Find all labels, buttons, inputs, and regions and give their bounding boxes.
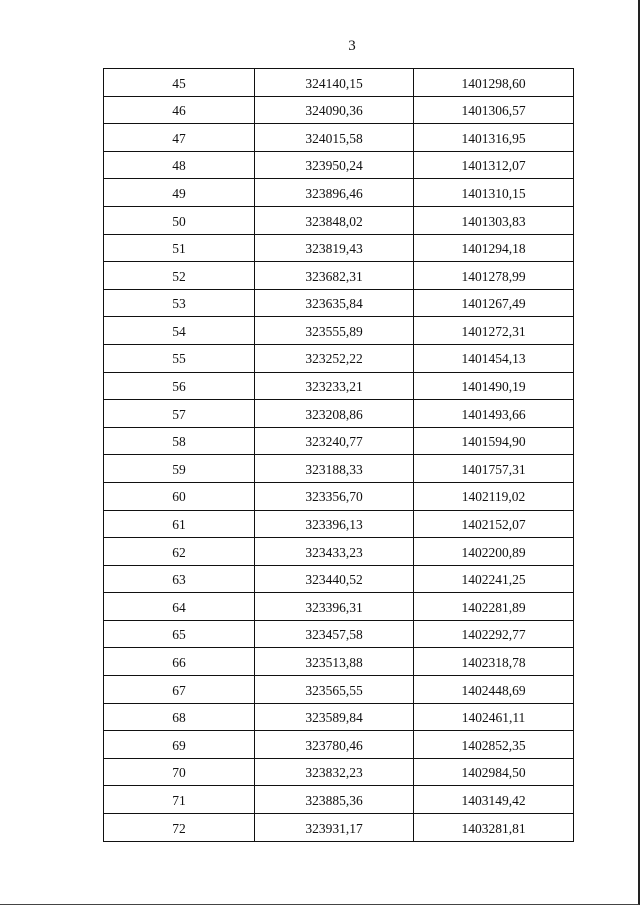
x-coordinate-text: 323780,46 — [305, 737, 363, 753]
point-number-text: 72 — [172, 820, 186, 836]
point-number-text: 45 — [172, 75, 186, 91]
point-number-cell — [104, 372, 255, 400]
point-number-text: 50 — [172, 213, 186, 229]
y-coordinate-text: 1402119,02 — [461, 489, 526, 505]
x-coordinate-text: 324015,58 — [305, 130, 363, 146]
x-coordinate-text: 323252,22 — [305, 351, 363, 367]
y-coordinate-text: 1403149,42 — [461, 792, 526, 808]
x-coordinate-text: 323565,55 — [305, 682, 363, 698]
x-coordinate-text: 323233,21 — [305, 379, 363, 395]
point-number-cell — [104, 262, 255, 290]
y-coordinate-cell — [414, 206, 574, 234]
y-coordinate-cell — [414, 703, 574, 731]
point-number-cell — [104, 731, 255, 759]
y-coordinate-text: 1402292,77 — [461, 627, 526, 643]
table-row — [104, 317, 574, 345]
point-number-cell — [104, 206, 255, 234]
y-coordinate-cell — [414, 620, 574, 648]
table-row — [104, 676, 574, 704]
x-coordinate-text: 323555,89 — [305, 323, 363, 339]
x-coordinate-cell — [255, 151, 414, 179]
point-number-text: 71 — [172, 792, 186, 808]
point-number-text: 47 — [172, 130, 186, 146]
point-number-cell — [104, 179, 255, 207]
point-number-text: 70 — [172, 765, 186, 781]
y-coordinate-cell — [414, 814, 574, 842]
y-coordinate-text: 1401294,18 — [461, 241, 526, 257]
point-number-cell — [104, 69, 255, 97]
y-coordinate-cell — [414, 317, 574, 345]
table-row — [104, 703, 574, 731]
table-row — [104, 69, 574, 97]
y-coordinate-cell — [414, 69, 574, 97]
y-coordinate-text: 1401493,66 — [461, 406, 526, 422]
table-row — [104, 206, 574, 234]
point-number-cell — [104, 289, 255, 317]
y-coordinate-text: 1402448,69 — [461, 682, 526, 698]
table-row — [104, 620, 574, 648]
y-coordinate-cell — [414, 234, 574, 262]
y-coordinate-cell — [414, 565, 574, 593]
point-number-cell — [104, 814, 255, 842]
table-row — [104, 344, 574, 372]
x-coordinate-cell — [255, 620, 414, 648]
point-number-cell — [104, 565, 255, 593]
y-coordinate-text: 1401303,83 — [461, 213, 526, 229]
table-row — [104, 234, 574, 262]
y-coordinate-text: 1402984,50 — [461, 765, 526, 781]
y-coordinate-cell — [414, 758, 574, 786]
point-number-cell — [104, 482, 255, 510]
x-coordinate-cell — [255, 427, 414, 455]
x-coordinate-cell — [255, 510, 414, 538]
point-number-text: 61 — [172, 517, 186, 533]
point-number-cell — [104, 648, 255, 676]
table-row — [104, 482, 574, 510]
x-coordinate-cell — [255, 372, 414, 400]
x-coordinate-cell — [255, 648, 414, 676]
point-number-cell — [104, 124, 255, 152]
y-coordinate-text: 1401454,13 — [461, 351, 526, 367]
point-number-cell — [104, 676, 255, 704]
point-number-cell — [104, 317, 255, 345]
table-row — [104, 731, 574, 759]
table-row — [104, 593, 574, 621]
table-row — [104, 372, 574, 400]
point-number-cell — [104, 151, 255, 179]
x-coordinate-text: 323356,70 — [305, 489, 363, 505]
y-coordinate-text: 1403281,81 — [461, 820, 526, 836]
x-coordinate-cell — [255, 703, 414, 731]
x-coordinate-cell — [255, 69, 414, 97]
point-number-text: 67 — [172, 682, 186, 698]
y-coordinate-text: 1401316,95 — [461, 130, 526, 146]
point-number-text: 60 — [172, 489, 186, 505]
point-number-cell — [104, 786, 255, 814]
x-coordinate-text: 323396,31 — [305, 599, 363, 615]
table-row — [104, 565, 574, 593]
coordinates-table — [103, 68, 574, 842]
table-row — [104, 96, 574, 124]
coordinates-table-body — [104, 69, 574, 842]
y-coordinate-cell — [414, 289, 574, 317]
x-coordinate-text: 323885,36 — [305, 792, 363, 808]
x-coordinate-text: 323208,86 — [305, 406, 363, 422]
table-row — [104, 814, 574, 842]
y-coordinate-text: 1401278,99 — [461, 268, 526, 284]
x-coordinate-text: 323240,77 — [305, 434, 363, 450]
point-number-text: 58 — [172, 434, 186, 450]
point-number-text: 59 — [172, 461, 186, 477]
x-coordinate-cell — [255, 206, 414, 234]
y-coordinate-text: 1402852,35 — [461, 737, 526, 753]
x-coordinate-text: 323950,24 — [305, 158, 363, 174]
point-number-text: 55 — [172, 351, 186, 367]
table-row — [104, 538, 574, 566]
point-number-cell — [104, 344, 255, 372]
point-number-text: 48 — [172, 158, 186, 174]
table-row — [104, 510, 574, 538]
table-row — [104, 262, 574, 290]
y-coordinate-text: 1401310,15 — [461, 185, 526, 201]
x-coordinate-cell — [255, 455, 414, 483]
point-number-text: 54 — [172, 323, 186, 339]
x-coordinate-text: 324090,36 — [305, 103, 363, 119]
x-coordinate-cell — [255, 482, 414, 510]
x-coordinate-text: 323832,23 — [305, 765, 363, 781]
point-number-cell — [104, 400, 255, 428]
x-coordinate-cell — [255, 731, 414, 759]
y-coordinate-cell — [414, 427, 574, 455]
y-coordinate-cell — [414, 124, 574, 152]
y-coordinate-cell — [414, 179, 574, 207]
x-coordinate-cell — [255, 179, 414, 207]
point-number-text: 66 — [172, 655, 186, 671]
y-coordinate-text: 1401272,31 — [461, 323, 526, 339]
y-coordinate-cell — [414, 400, 574, 428]
x-coordinate-text: 323440,52 — [305, 572, 363, 588]
x-coordinate-cell — [255, 676, 414, 704]
point-number-cell — [104, 703, 255, 731]
table-row — [104, 758, 574, 786]
y-coordinate-text: 1402318,78 — [461, 655, 526, 671]
x-coordinate-text: 324140,15 — [305, 75, 363, 91]
x-coordinate-text: 323848,02 — [305, 213, 363, 229]
x-coordinate-text: 323819,43 — [305, 241, 363, 257]
y-coordinate-cell — [414, 344, 574, 372]
y-coordinate-text: 1401306,57 — [461, 103, 526, 119]
point-number-cell — [104, 455, 255, 483]
page-number: 3 — [348, 38, 356, 54]
x-coordinate-text: 323396,13 — [305, 517, 363, 533]
y-coordinate-cell — [414, 96, 574, 124]
y-coordinate-cell — [414, 372, 574, 400]
y-coordinate-cell — [414, 731, 574, 759]
point-number-text: 68 — [172, 710, 186, 726]
x-coordinate-text: 323896,46 — [305, 185, 363, 201]
point-number-cell — [104, 758, 255, 786]
table-row — [104, 455, 574, 483]
x-coordinate-cell — [255, 814, 414, 842]
y-coordinate-text: 1401298,60 — [461, 75, 526, 91]
y-coordinate-cell — [414, 538, 574, 566]
y-coordinate-text: 1402200,89 — [461, 544, 526, 560]
point-number-text: 46 — [172, 103, 186, 119]
x-coordinate-text: 323188,33 — [305, 461, 363, 477]
point-number-text: 63 — [172, 572, 186, 588]
x-coordinate-text: 323433,23 — [305, 544, 363, 560]
x-coordinate-cell — [255, 758, 414, 786]
y-coordinate-text: 1402281,89 — [461, 599, 526, 615]
x-coordinate-text: 323931,17 — [305, 820, 363, 836]
point-number-cell — [104, 427, 255, 455]
table-row — [104, 179, 574, 207]
point-number-cell — [104, 620, 255, 648]
x-coordinate-text: 323635,84 — [305, 296, 363, 312]
x-coordinate-cell — [255, 593, 414, 621]
table-row — [104, 648, 574, 676]
y-coordinate-text: 1402152,07 — [461, 517, 526, 533]
point-number-text: 62 — [172, 544, 186, 560]
table-row — [104, 786, 574, 814]
point-number-cell — [104, 538, 255, 566]
y-coordinate-text: 1401312,07 — [461, 158, 526, 174]
point-number-text: 51 — [172, 241, 186, 257]
table-row — [104, 151, 574, 179]
point-number-cell — [104, 96, 255, 124]
point-number-text: 65 — [172, 627, 186, 643]
x-coordinate-cell — [255, 565, 414, 593]
point-number-text: 69 — [172, 737, 186, 753]
x-coordinate-cell — [255, 400, 414, 428]
y-coordinate-cell — [414, 151, 574, 179]
y-coordinate-cell — [414, 482, 574, 510]
y-coordinate-text: 1401490,19 — [461, 379, 526, 395]
y-coordinate-text: 1401267,49 — [461, 296, 526, 312]
point-number-cell — [104, 510, 255, 538]
x-coordinate-text: 323682,31 — [305, 268, 363, 284]
y-coordinate-text: 1402241,25 — [461, 572, 526, 588]
y-coordinate-text: 1402461,11 — [461, 710, 526, 726]
point-number-text: 57 — [172, 406, 186, 422]
table-row — [104, 427, 574, 455]
table-row — [104, 124, 574, 152]
x-coordinate-cell — [255, 344, 414, 372]
x-coordinate-text: 323513,88 — [305, 655, 363, 671]
y-coordinate-text: 1401594,90 — [461, 434, 526, 450]
x-coordinate-cell — [255, 124, 414, 152]
point-number-text: 49 — [172, 185, 186, 201]
x-coordinate-text: 323589,84 — [305, 710, 363, 726]
x-coordinate-cell — [255, 317, 414, 345]
y-coordinate-cell — [414, 676, 574, 704]
x-coordinate-cell — [255, 262, 414, 290]
y-coordinate-cell — [414, 648, 574, 676]
x-coordinate-cell — [255, 786, 414, 814]
x-coordinate-text: 323457,58 — [305, 627, 363, 643]
point-number-cell — [104, 234, 255, 262]
x-coordinate-cell — [255, 96, 414, 124]
y-coordinate-text: 1401757,31 — [461, 461, 526, 477]
point-number-cell — [104, 593, 255, 621]
point-number-text: 52 — [172, 268, 186, 284]
point-number-text: 64 — [172, 599, 186, 615]
point-number-text: 53 — [172, 296, 186, 312]
x-coordinate-cell — [255, 234, 414, 262]
table-row — [104, 400, 574, 428]
y-coordinate-cell — [414, 455, 574, 483]
y-coordinate-cell — [414, 262, 574, 290]
y-coordinate-cell — [414, 593, 574, 621]
y-coordinate-cell — [414, 786, 574, 814]
x-coordinate-cell — [255, 289, 414, 317]
point-number-text: 56 — [172, 379, 186, 395]
table-row — [104, 289, 574, 317]
x-coordinate-cell — [255, 538, 414, 566]
y-coordinate-cell — [414, 510, 574, 538]
